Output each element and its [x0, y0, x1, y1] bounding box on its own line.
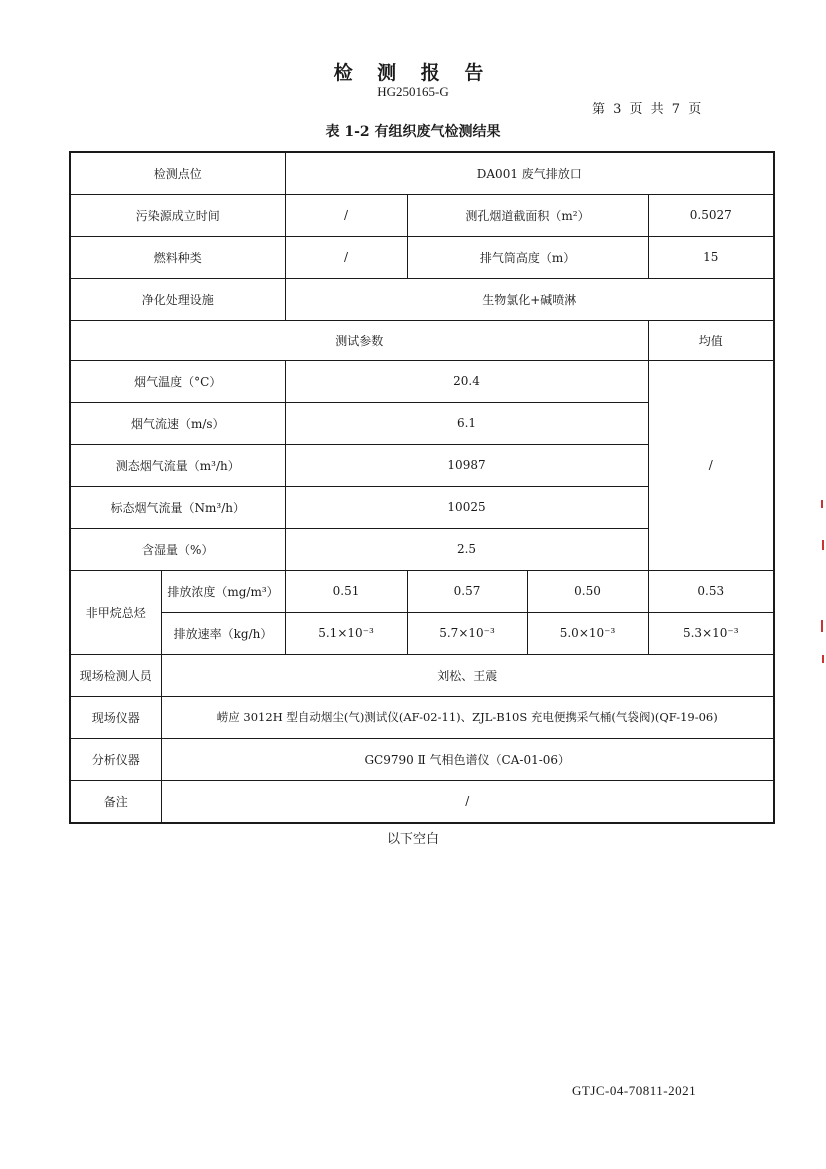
rate-mean: 5.3×10⁻³: [648, 612, 774, 654]
table-row: [70, 696, 774, 738]
rate-label: 排放速率（kg/h）: [161, 612, 285, 654]
area-label: 测孔烟道截面积（m²）: [407, 194, 648, 236]
params-header: 测试参数: [70, 320, 648, 360]
param-value: 6.1: [285, 402, 648, 444]
area-value: 0.5027: [648, 194, 774, 236]
pollutant-name: 非甲烷总烃: [70, 570, 161, 654]
param-label: 标态烟气流量（Nm³/h）: [70, 486, 285, 528]
table-row: [70, 654, 774, 696]
param-value: 10025: [285, 486, 648, 528]
edge-stamp-mark: [821, 500, 823, 508]
table-row: [70, 780, 774, 823]
point-value: DA001 废气排放口: [285, 152, 774, 194]
field-instrument-label: 现场仪器: [70, 696, 161, 738]
table-row: [70, 194, 774, 236]
conc-value-2: 0.57: [407, 570, 527, 612]
remark-label: 备注: [70, 780, 161, 823]
form-code: GTJC-04-70811-2021: [572, 1083, 697, 1098]
rate-value-1: 5.1×10⁻³: [285, 612, 407, 654]
table-row: [70, 236, 774, 278]
mean-header: 均值: [648, 320, 774, 360]
fuel-value: /: [285, 236, 407, 278]
edge-stamp-mark: [822, 655, 824, 663]
conc-value-3: 0.50: [527, 570, 648, 612]
blank-below-note: 以下空白: [386, 832, 439, 847]
field-instrument-value: 崂应 3012H 型自动烟尘(气)测试仪(AF-02-11)、ZJL-B10S 充电便携采气桶(气袋阀)(QF-19-06): [161, 696, 774, 738]
point-label: 检测点位: [70, 152, 285, 194]
conc-value-1: 0.51: [285, 570, 407, 612]
table-row: [70, 612, 774, 654]
param-value: 20.4: [285, 360, 648, 402]
params-mean: /: [648, 360, 774, 570]
param-label: 烟气温度（°C）: [70, 360, 285, 402]
param-label: 烟气流速（m/s）: [70, 402, 285, 444]
param-label: 含湿量（%）: [70, 528, 285, 570]
height-value: 15: [648, 236, 774, 278]
table-row: [70, 360, 774, 402]
build-time-label: 污染源成立时间: [70, 194, 285, 236]
report-number: HG250165-G: [377, 84, 449, 99]
build-time-value: /: [285, 194, 407, 236]
rate-value-2: 5.7×10⁻³: [407, 612, 527, 654]
treatment-value: 生物氯化+碱喷淋: [285, 278, 774, 320]
page-indicator: 第 3 页 共 7 页: [592, 102, 704, 117]
fuel-label: 燃料种类: [70, 236, 285, 278]
treatment-label: 净化处理设施: [70, 278, 285, 320]
lab-instrument-label: 分析仪器: [70, 738, 161, 780]
staff-value: 刘松、王震: [161, 654, 774, 696]
staff-label: 现场检测人员: [70, 654, 161, 696]
param-value: 10987: [285, 444, 648, 486]
table-row: [70, 278, 774, 320]
table-row: [70, 738, 774, 780]
table-row: [70, 152, 774, 194]
remark-value: /: [161, 780, 774, 823]
conc-mean: 0.53: [648, 570, 774, 612]
lab-instrument-value: GC9790 Ⅱ 气相色谱仪（CA-01-06）: [161, 738, 774, 780]
param-value: 2.5: [285, 528, 648, 570]
height-label: 排气筒高度（m）: [407, 236, 648, 278]
table-caption: 表 1-2 有组织废气检测结果: [325, 124, 501, 140]
conc-label: 排放浓度（mg/m³）: [161, 570, 285, 612]
param-label: 测态烟气流量（m³/h）: [70, 444, 285, 486]
rate-value-3: 5.0×10⁻³: [527, 612, 648, 654]
document-title: 检 测 报 告: [333, 62, 493, 84]
edge-stamp-mark: [822, 540, 824, 550]
table-row: [70, 320, 774, 360]
table-row: [70, 570, 774, 612]
results-table: [69, 151, 775, 824]
edge-stamp-mark: [821, 620, 823, 632]
